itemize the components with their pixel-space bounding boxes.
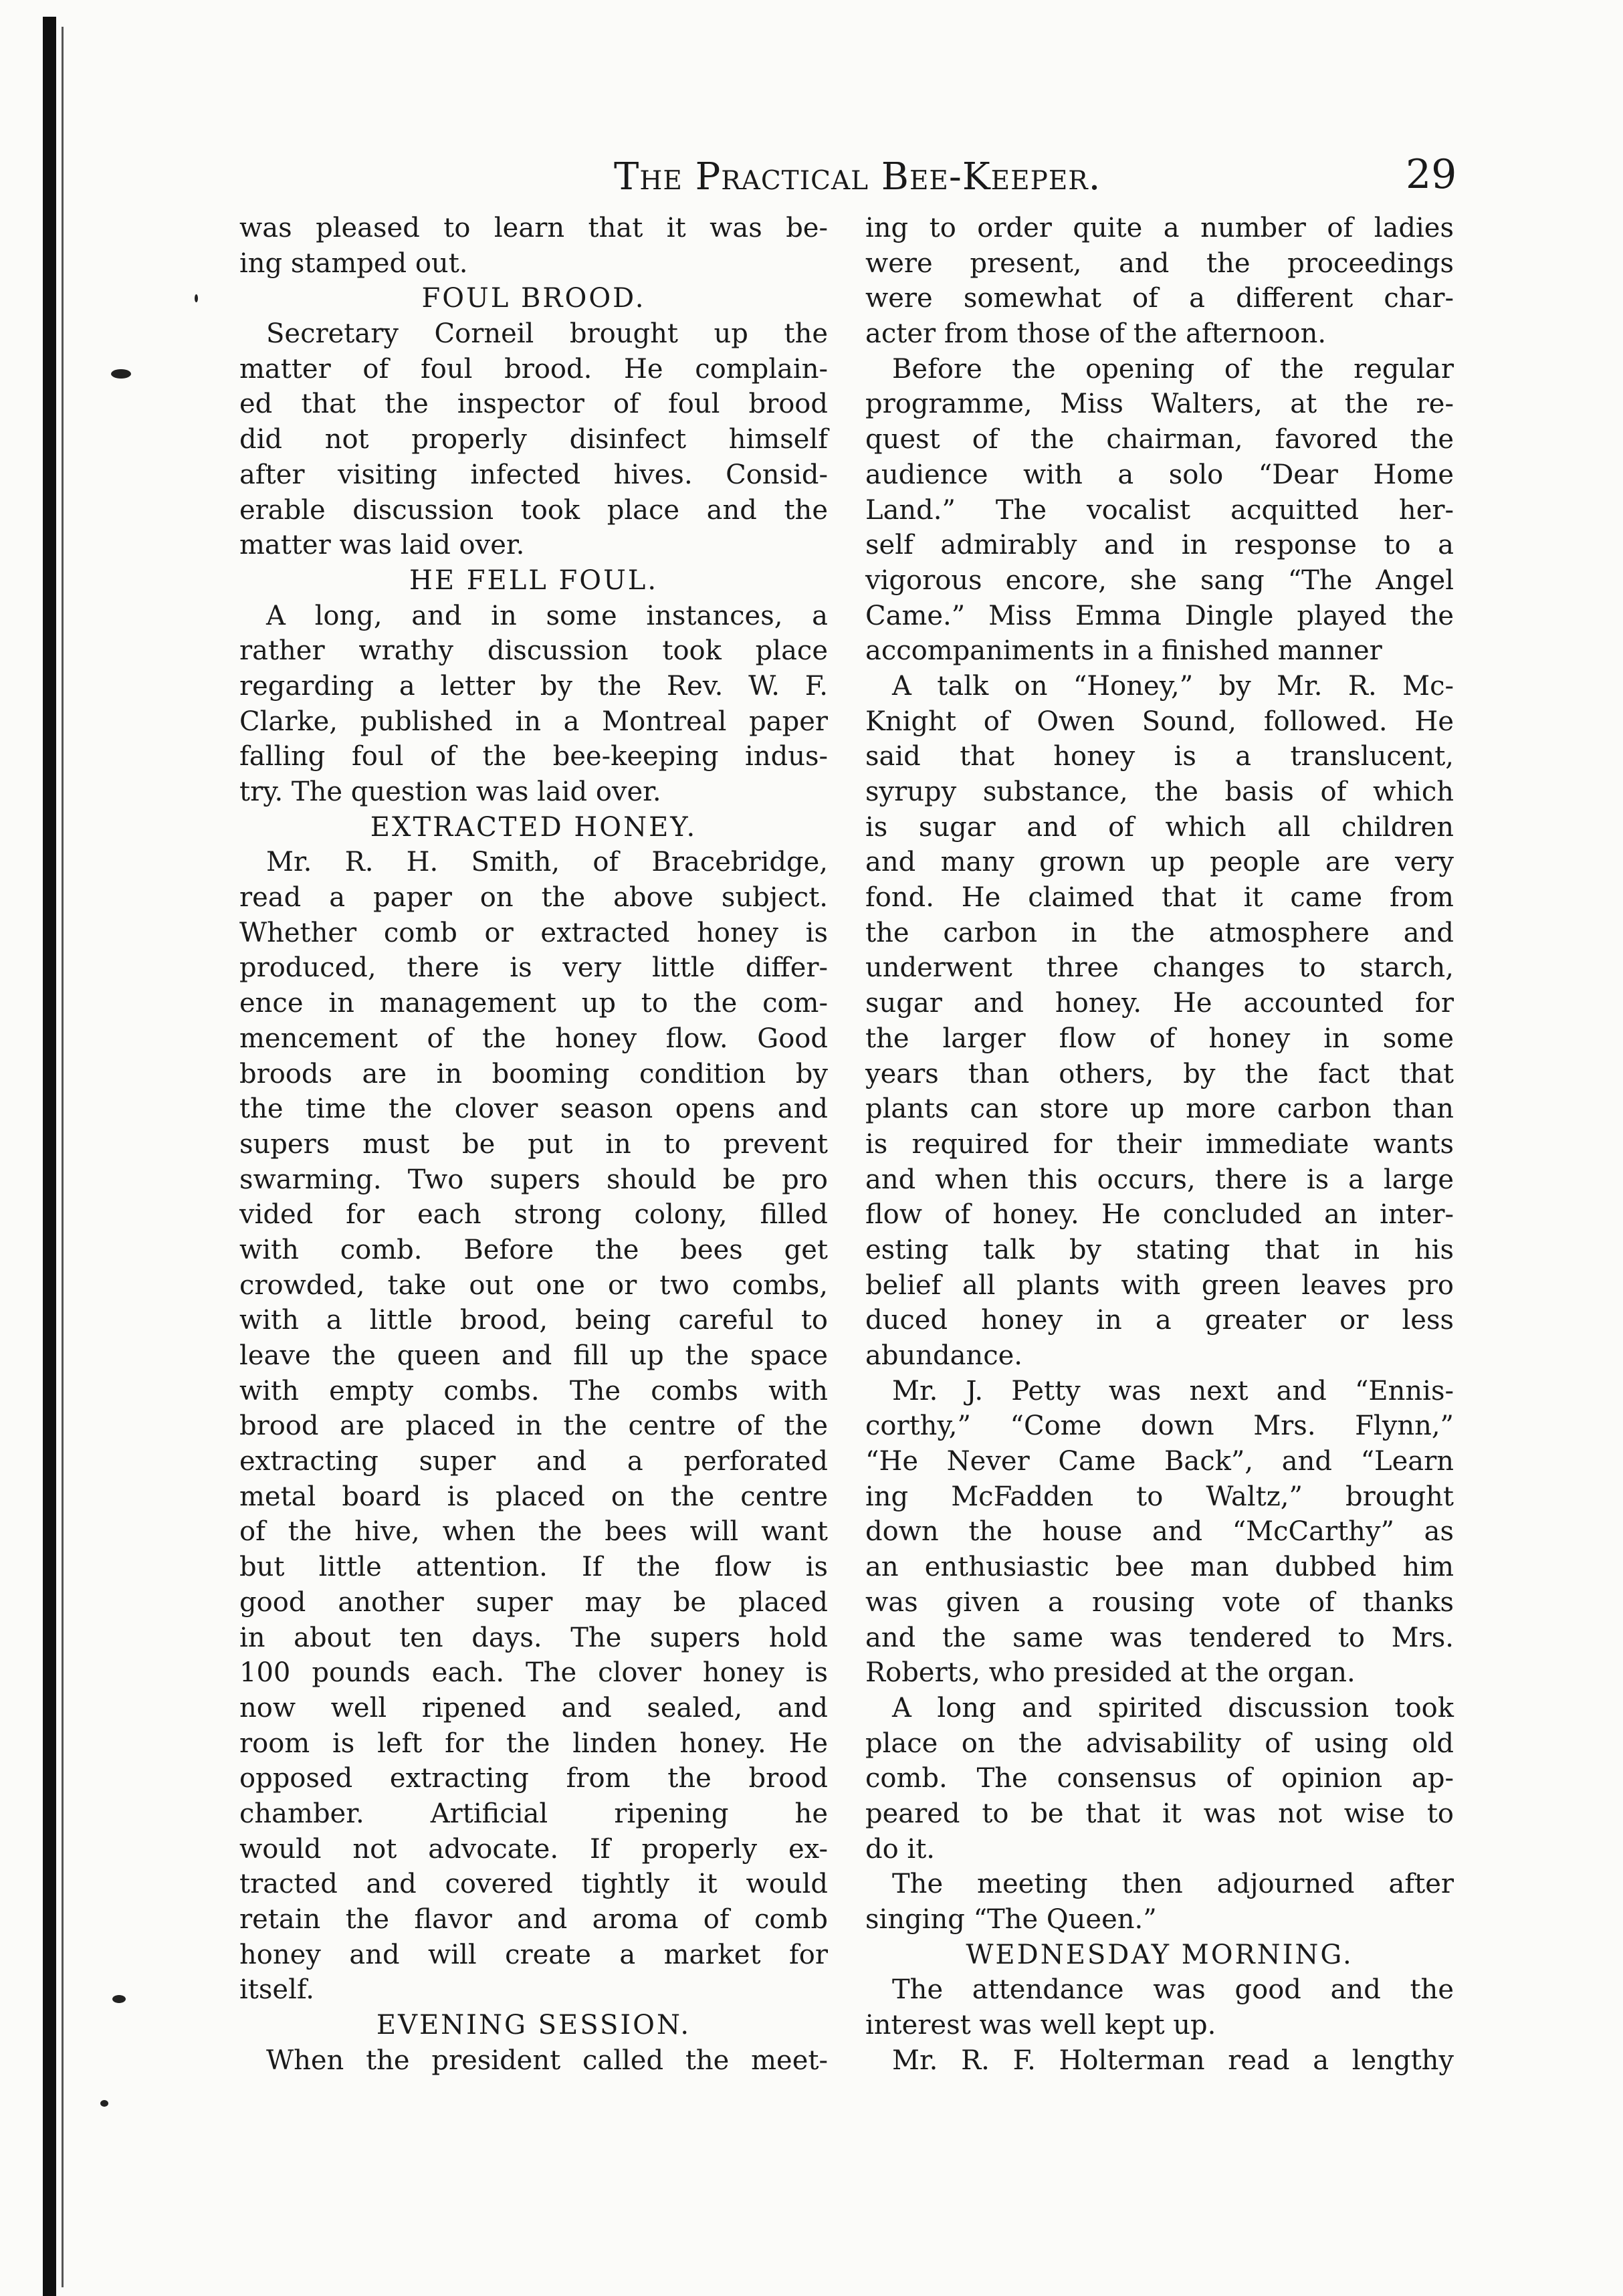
text-line: Clarke, published in a Montreal paper — [239, 706, 828, 737]
text-line: Mr. R. F. Holterman read a lengthy — [892, 2045, 1454, 2076]
text-line: “He Never Came Back”, and “Learn — [865, 1446, 1454, 1477]
text-line: the time the clover season opens and — [239, 1093, 828, 1125]
text-line: itself. — [239, 1974, 314, 2006]
text-line: rather wrathy discussion took place — [239, 635, 828, 667]
text-line: corthy,” “Come down Mrs. Flynn,” — [865, 1411, 1454, 1442]
text-line: said that honey is a translucent, — [865, 741, 1454, 772]
text-line: flow of honey. He concluded an inter- — [865, 1199, 1454, 1231]
text-line: and when this occurs, there is a large — [865, 1164, 1454, 1195]
text-line: Secretary Corneil brought up the — [266, 318, 828, 350]
text-line: When the president called the meet- — [266, 2045, 828, 2076]
text-line: after visiting infected hives. Consid- — [239, 459, 828, 490]
text-line: comb. The consensus of opinion ap- — [865, 1763, 1454, 1794]
text-line: try. The question was laid over. — [239, 776, 661, 807]
text-line: accompaniments in a finished manner — [865, 635, 1382, 667]
text-line: the carbon in the atmosphere and — [865, 917, 1454, 948]
text-line: belief all plants with green leaves pro — [865, 1269, 1454, 1301]
scan-speck — [112, 1995, 126, 2003]
text-line: vigorous encore, she sang “The Angel — [865, 564, 1454, 596]
text-line: acter from those of the afternoon. — [865, 318, 1327, 350]
text-line: but little attention. If the flow is — [239, 1552, 828, 1583]
text-line: Knight of Owen Sound, followed. He — [865, 706, 1454, 737]
text-line: read a paper on the above subject. — [239, 882, 828, 914]
text-line: metal board is placed on the centre — [239, 1481, 828, 1512]
text-line: matter was laid over. — [239, 530, 525, 561]
text-line: tracted and covered tightly it would — [239, 1869, 828, 1900]
text-line: The attendance was good and the — [892, 1974, 1454, 2006]
text-line: and the same was tendered to Mrs. — [865, 1622, 1454, 1653]
section-heading: FOUL BROOD. — [421, 283, 646, 314]
text-line: regarding a letter by the Rev. W. F. — [239, 670, 828, 702]
text-line: years than others, by the fact that — [865, 1058, 1454, 1089]
text-line: with comb. Before the bees get — [239, 1234, 828, 1265]
text-line: quest of the chairman, favored the — [865, 424, 1454, 455]
text-line: A long and spirited discussion took — [892, 1692, 1454, 1724]
text-line: would not advocate. If properly ex- — [239, 1833, 828, 1865]
text-line: supers must be put in to prevent — [239, 1128, 828, 1160]
text-line: vided for each strong colony, filled — [239, 1199, 828, 1231]
text-line: The meeting then adjourned after — [892, 1869, 1454, 1900]
text-line: erable discussion took place and the — [239, 494, 828, 526]
running-title — [614, 155, 1101, 199]
text-line: ing to order quite a number of ladies — [865, 213, 1454, 243]
text-line: room is left for the linden honey. He — [239, 1728, 828, 1759]
text-line: A talk on “Honey,” by Mr. R. Mc- — [892, 670, 1454, 702]
text-line: is sugar and of which all children — [865, 811, 1454, 843]
text-line: brood are placed in the centre of the — [239, 1411, 828, 1442]
text-line: did not properly disinfect himself — [239, 424, 828, 455]
text-line: leave the queen and fill up the space — [239, 1340, 828, 1371]
text-line: retain the flavor and aroma of comb — [239, 1904, 828, 1935]
text-line: 100 pounds each. The clover honey is — [239, 1657, 828, 1689]
text-line: falling foul of the bee-keeping indus- — [239, 741, 828, 772]
right-column — [865, 211, 1454, 2078]
text-line: were somewhat of a different char- — [865, 283, 1454, 314]
text-line: is required for their immediate wants — [865, 1128, 1454, 1160]
text-line: peared to be that it was not wise to — [865, 1798, 1454, 1829]
text-line: self admirably and in response to a — [865, 530, 1454, 561]
text-line: interest was well kept up. — [865, 2010, 1216, 2041]
text-line: place on the advisability of using old — [865, 1728, 1454, 1759]
text-line: programme, Miss Walters, at the re- — [865, 389, 1454, 420]
section-heading: EXTRACTED HONEY. — [370, 811, 697, 843]
text-line: underwent three changes to starch, — [865, 952, 1454, 984]
text-line: opposed extracting from the brood — [239, 1763, 828, 1794]
text-line: and many grown up people are very — [865, 847, 1454, 878]
text-line: Mr. R. H. Smith, of Bracebridge, — [266, 847, 828, 878]
text-line: an enthusiastic bee man dubbed him — [865, 1552, 1454, 1583]
scan-speck — [100, 2100, 108, 2107]
text-line: broods are in booming condition by — [239, 1058, 828, 1089]
text-line: Whether comb or extracted honey is — [239, 917, 828, 948]
text-line: ing McFadden to Waltz,” brought — [865, 1481, 1454, 1512]
text-line: syrupy substance, the basis of which — [865, 776, 1454, 807]
text-line: Before the opening of the regular — [892, 353, 1454, 385]
section-heading: WEDNESDAY MORNING. — [966, 1939, 1354, 1970]
text-line: Mr. J. Petty was next and “Ennis- — [892, 1375, 1454, 1406]
scan-speck — [111, 369, 131, 379]
text-line: matter of foul brood. He complain- — [239, 353, 828, 385]
text-line: with a little brood, being careful to — [239, 1305, 828, 1336]
text-line: in about ten days. The supers hold — [239, 1622, 828, 1653]
page-binding-shadow — [62, 27, 64, 2287]
text-line: esting talk by stating that in his — [865, 1234, 1454, 1265]
section-heading: HE FELL FOUL. — [409, 564, 659, 596]
text-line: produced, there is very little differ- — [239, 952, 828, 984]
text-line: good another super may be placed — [239, 1586, 828, 1618]
text-line: down the house and “McCarthy” as — [865, 1516, 1454, 1548]
page-number: 29 — [1406, 151, 1457, 198]
text-line: honey and will create a market for — [239, 1939, 828, 1970]
text-line: the larger flow of honey in some — [865, 1023, 1454, 1054]
text-line: audience with a solo “Dear Home — [865, 459, 1454, 490]
section-heading: EVENING SESSION. — [376, 2010, 691, 2041]
text-line: extracting super and a perforated — [239, 1446, 828, 1477]
text-line: now well ripened and sealed, and — [239, 1692, 828, 1724]
text-line: Land.” The vocalist acquitted her- — [865, 494, 1454, 526]
text-line: with empty combs. The combs with — [239, 1375, 828, 1406]
text-line: were present, and the proceedings — [865, 247, 1454, 279]
text-line: ence in management up to the com- — [239, 988, 828, 1019]
text-line: of the hive, when the bees will want — [239, 1516, 828, 1548]
running-title-text: The Practical Bee-Keeper. — [614, 155, 1101, 199]
text-line: Came.” Miss Emma Dingle played the — [865, 600, 1454, 631]
text-line: mencement of the honey flow. Good — [239, 1023, 828, 1054]
text-line: abundance. — [865, 1340, 1022, 1371]
scan-speck — [195, 294, 198, 302]
text-line: ed that the inspector of foul brood — [239, 389, 828, 420]
text-line: duced honey in a greater or less — [865, 1305, 1454, 1336]
text-line: chamber. Artificial ripening he — [239, 1798, 828, 1829]
text-line: do it. — [865, 1833, 935, 1865]
text-line: was given a rousing vote of thanks — [865, 1586, 1454, 1618]
text-line: swarming. Two supers should be pro — [239, 1164, 828, 1195]
left-column — [239, 211, 828, 2078]
text-line: fond. He claimed that it came from — [865, 882, 1454, 914]
text-line: crowded, take out one or two combs, — [239, 1269, 828, 1301]
text-line: was pleased to learn that it was be- — [239, 213, 828, 243]
text-line: singing “The Queen.” — [865, 1904, 1157, 1935]
text-line: Roberts, who presided at the organ. — [865, 1657, 1356, 1689]
text-line: sugar and honey. He accounted for — [865, 988, 1454, 1019]
text-line: A long, and in some instances, a — [266, 600, 828, 631]
text-line: ing stamped out. — [239, 247, 468, 279]
text-line: plants can store up more carbon than — [865, 1093, 1454, 1125]
page-binding-edge — [43, 17, 56, 2296]
